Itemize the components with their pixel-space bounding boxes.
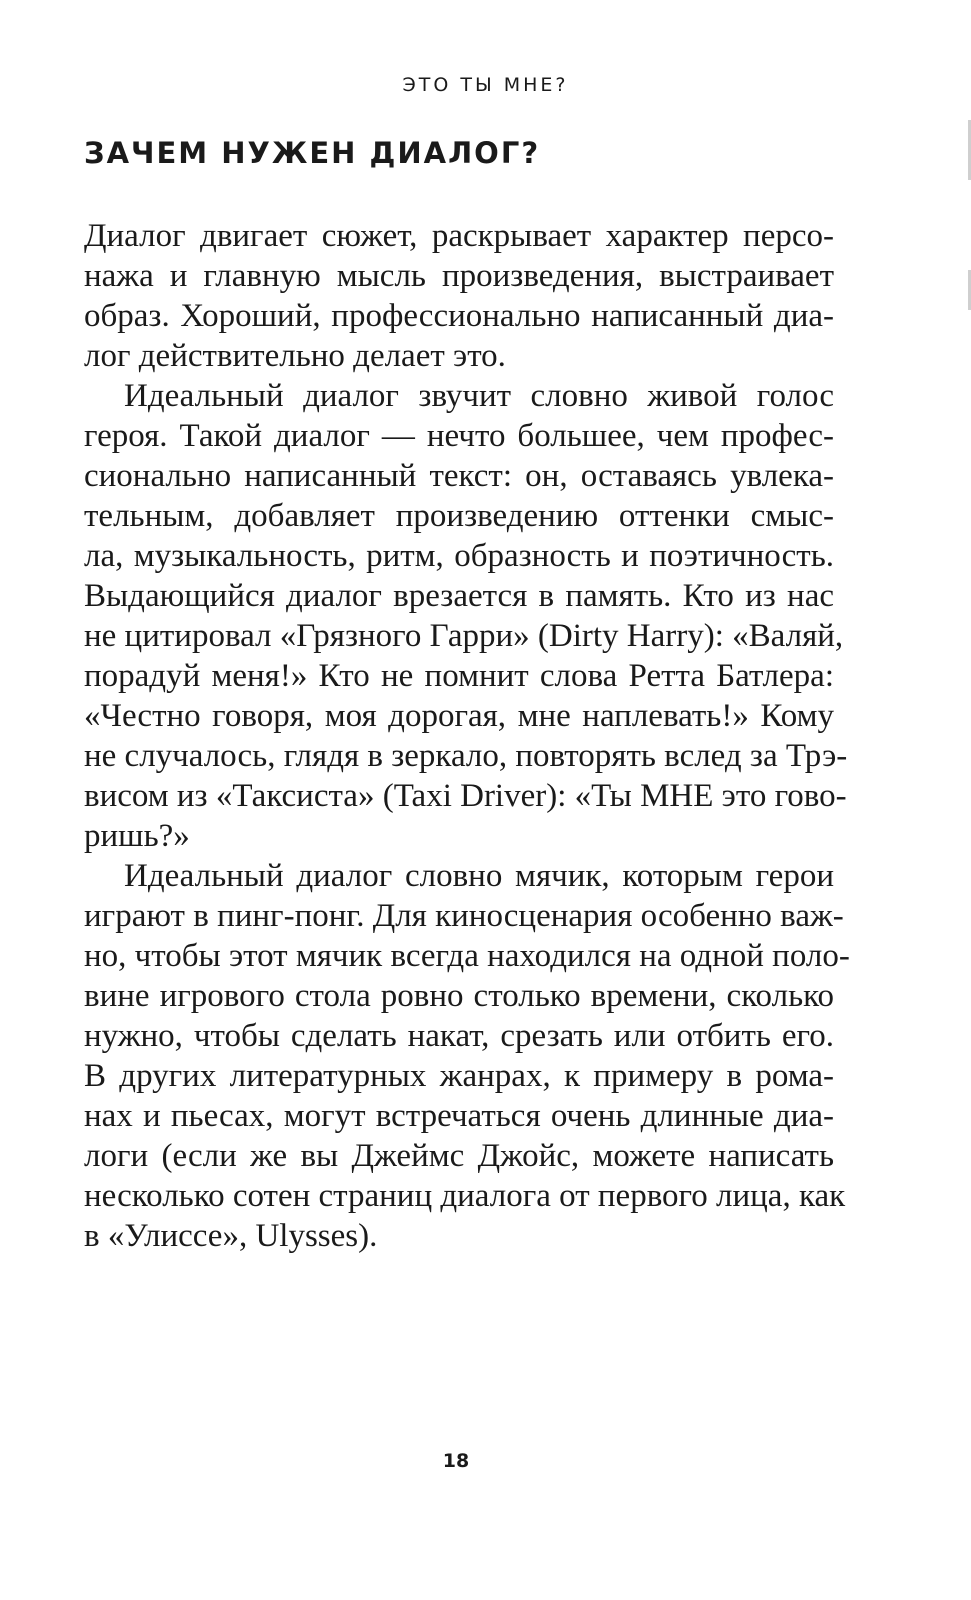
paragraph-2	[84, 376, 848, 856]
text-line: Выдающийся диалог врезается в память. Кто из нас	[84, 578, 834, 614]
running-head: ЭТО ТЫ МНЕ?	[402, 74, 569, 96]
text-line: героя. Такой диалог — нечто большее, чем профес-	[84, 418, 834, 454]
text-line: несколько сотен страниц диалога от первого лица, как	[84, 1178, 846, 1214]
text-line: порадуй меня!» Кто не помнит слова Ретта Батлера:	[84, 658, 834, 694]
text-line: Идеальный диалог словно мячик, которым герои	[124, 858, 834, 894]
text-line: В других литературных жанрах, к примеру в рома-	[84, 1058, 834, 1094]
text-line: не случалось, глядя в зеркало, повторять вслед за Трэ-	[84, 738, 848, 774]
text-line: в «Улиссе», Ulysses).	[84, 1218, 378, 1254]
text-line: нах и пьесах, могут встречаться очень длинные диа-	[84, 1098, 834, 1134]
text-line: Диалог двигает сюжет, раскрывает характер персо-	[84, 218, 834, 254]
text-line: но, чтобы этот мячик всегда находился на одной поло-	[84, 938, 850, 974]
text-line: вине игрового стола ровно столько времени, сколько	[84, 978, 834, 1014]
text-line: тельным, добавляет произведению оттенки смыс-	[84, 498, 834, 534]
text-line: не цитировал «Грязного Гарри» (Dirty Harry): «Валяй,	[84, 618, 844, 654]
text-line: ла, музыкальность, ритм, образность и поэтичность.	[84, 538, 834, 574]
paragraph-1	[84, 216, 834, 376]
body-text	[84, 216, 850, 1256]
text-line: ришь?»	[84, 818, 190, 854]
text-line: играют в пинг-понг. Для киносценария особенно важ-	[84, 898, 844, 934]
text-line: Идеальный диалог звучит словно живой голос	[124, 378, 834, 414]
text-line: «Честно говоря, моя дорогая, мне наплевать!» Кому	[84, 698, 834, 734]
text-line: нажа и главную мысль произведения, выстраивает	[84, 258, 834, 294]
text-line: логи (если же вы Джеймс Джойс, можете написать	[84, 1138, 834, 1174]
text-line: нужно, чтобы сделать накат, срезать или отбить его.	[84, 1018, 834, 1054]
paragraph-3	[84, 856, 850, 1256]
text-line: образ. Хороший, профессионально написанный диа-	[84, 298, 834, 334]
section-title: ЗАЧЕМ НУЖЕН ДИАЛОГ?	[84, 136, 541, 170]
text-line: сионально написанный текст: он, оставаясь увлека-	[84, 458, 834, 494]
text-line: висом из «Таксиста» (Taxi Driver): «Ты МНЕ это гово-	[84, 778, 847, 814]
page-number: 18	[442, 1450, 470, 1472]
text-line: лог действительно делает это.	[84, 338, 506, 374]
